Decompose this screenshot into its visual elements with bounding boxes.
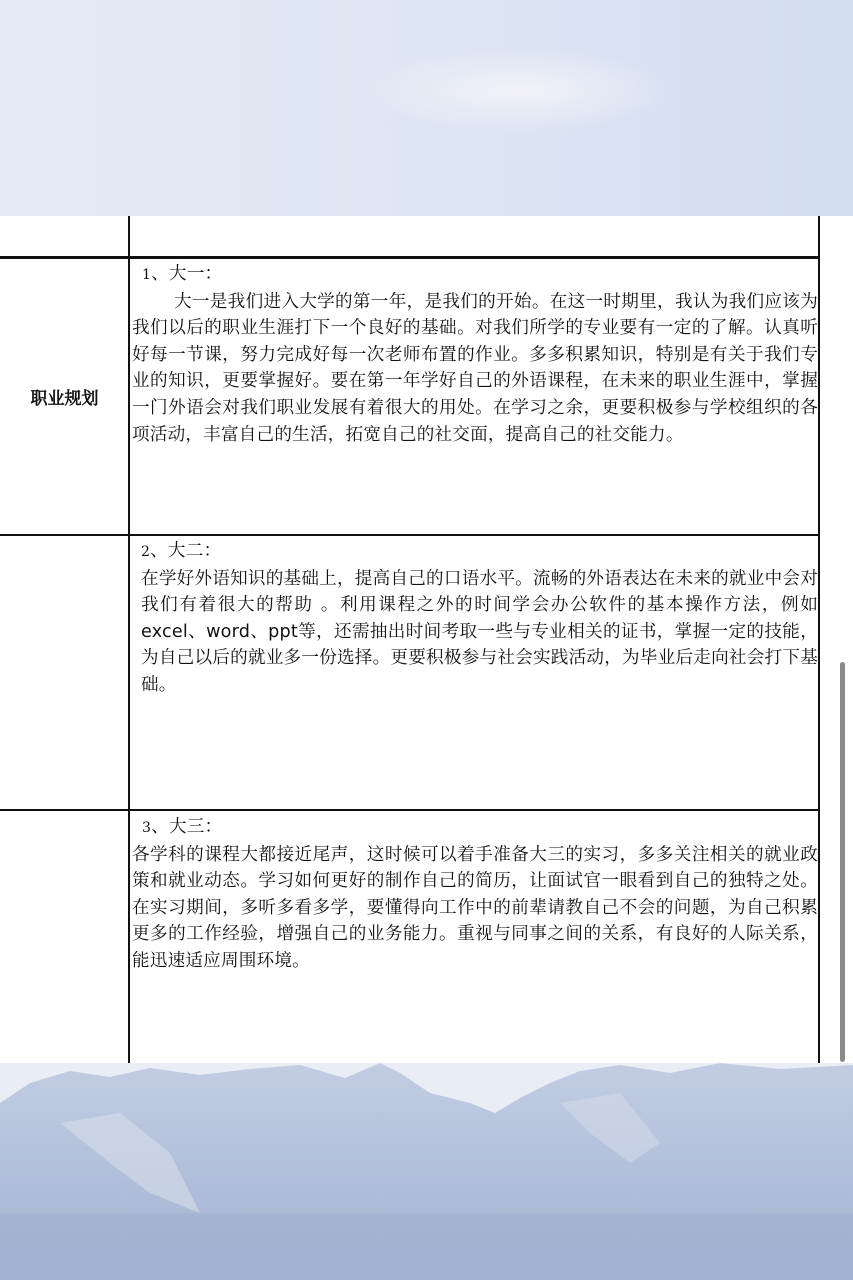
stage-1-cell [132, 261, 818, 448]
vertical-scrollbar[interactable] [840, 662, 845, 1062]
sky-background [0, 0, 853, 216]
stage-paragraph: 各学科的课程大都接近尾声，这时候可以着手准备大三的实习，多多关注相关的就业政策和就业动态。学习如何更好的制作自己的简历，让面试官一眼看到自己的独特之处。在实习期间，多听多看多学，要懂得向工作中的前辈请教自己不会的问题，为自己积累更多的工作经验，增强自己的业务能力。重视与同事之间的关系，有良好的人际关系，能迅速适应周围环境。 [132, 844, 818, 971]
stage-paragraph: 大一是我们进入大学的第一年，是我们的开始。在这一时期里，我认为我们应该为我们以后的职业生涯打下一个良好的基础。对我们所学的专业要有一定的了解。认真听好每一节课，努力完成好每一次老师布置的作业。多多积累知识，特别是有关于我们专业的知识，更要掌握好。要在第一年学好自己的外语课程，在未来的职业生涯中，掌握一门外语会对我们职业发展有着很大的用处。在学习之余，更要积极参与学校组织的各项活动，丰富自己的生活，拓宽自己的社交面，提高自己的社交能力。 [132, 291, 818, 445]
document-page[interactable] [0, 216, 853, 1063]
stage-heading: 1、大一： [142, 264, 223, 284]
table-column-divider [128, 216, 130, 1063]
table-row-divider [0, 534, 820, 536]
table-right-border [818, 216, 820, 1063]
stage-2-cell [141, 538, 818, 699]
stage-heading: 3、大三： [142, 817, 223, 837]
stage-3-cell [132, 814, 818, 975]
table-row-divider [0, 809, 820, 811]
section-label: 职业规划 [30, 389, 99, 409]
stage-heading: 2、大二： [141, 541, 222, 561]
table-row-divider [0, 256, 820, 259]
stage-paragraph: 在学好外语知识的基础上，提高自己的口语水平。流畅的外语表达在未来的就业中会对我们有着很大的帮助 。利用课程之外的时间学会办公软件的基本操作方法，例如excel、word、ppt等，还需抽出时间考取一些与专业相关的证书，掌握一定的技能，为自己以后的就业多一份选择。更要积极参与社会实践活动，为毕业后走向社会打下基础。 [141, 568, 818, 695]
mountain-range-icon [0, 1063, 853, 1280]
mountain-background [0, 1063, 853, 1280]
